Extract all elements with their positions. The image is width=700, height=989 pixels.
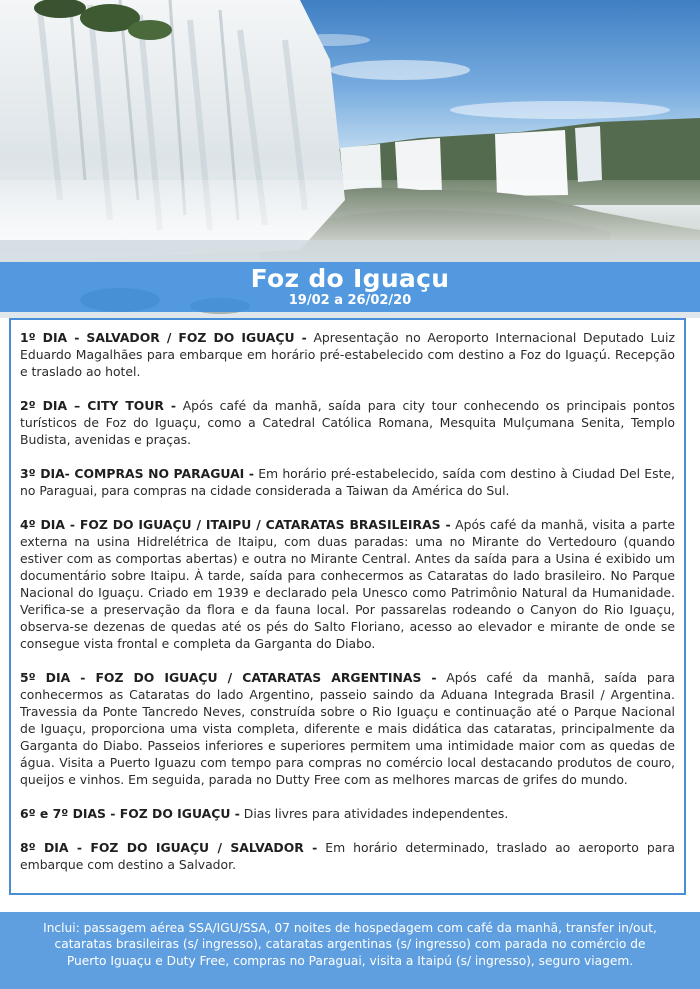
day-description: Após café da manhã, visita a parte externa na usina Hidrelétrica de Itaipu, com duas paradas: uma no Mirante do Vertedouro (quando estiver com as comportas abertas) e outra no Mirante Central. Antes da saída para a Usina é exibido um documentário sobre Itaipu. À tarde, saída para conhecermos as Cataratas do lado brasileiro. No Parque Nacional do Iguaçu. Criado em 1939 e declarado pela Unesco como Patrimônio Natural da Humanidade. Verifica-se a preservação da flora e da fauna local. Por passarelas rodeando o Canyon do Rio Iguaçu, observa-se dezenas de quedas até os pés do Salto Floriano, acesso ao elevador e mirante de onde se consegue vista frontal e completa da Garganta do Diabo. (20, 517, 675, 651)
itinerary-day-2 (20, 397, 675, 448)
day-title: 8º DIA - FOZ DO IGUAÇU / SALVADOR - (20, 840, 318, 855)
itinerary-day-3 (20, 465, 675, 499)
includes-footer (0, 912, 700, 989)
day-description: Em horário pré-estabelecido, saída com destino à Ciudad Del Este, no Paraguai, para compras na cidade considerada a Taiwan da América do Sul. (20, 466, 675, 498)
day-title: 2º DIA – CITY TOUR - (20, 398, 177, 413)
day-description: Após café da manhã, saída para city tour conhecendo os principais pontos turísticos de Foz do Iguaçu, como a Catedral Católica Romana, Mesquita Mulçumana Senita, Templo Budista, avenidas e praças. (20, 398, 675, 447)
day-description: Apresentação no Aeroporto Internacional Deputado Luiz Eduardo Magalhães para embarque em horário pré-estabelecido com destino a Foz do Iguaçú. Recepção e traslado ao hotel. (20, 330, 675, 379)
itinerary-day-8 (20, 839, 675, 873)
day-title: 5º DIA - FOZ DO IGUAÇU / CATARATAS ARGENTINAS - (20, 670, 437, 685)
day-description: Após café da manhã, saída para conhecermos as Cataratas do lado Argentino, passeio saindo da Aduana Integrada Brasil / Argentina. Travessia da Ponte Tancredo Neves, construída sobre o Rio Iguaçu e continuação até o Parque Nacional de Iguaçu, proporciona uma vista completa, diferente e mais didática das cataratas, principalmente da Garganta do Diabo. Passeios inferiores e superiores permitem uma intimidade maior com as quedas de água. Visita a Puerto Iguazu com tempo para compras no comércio local destacando produtos de couro, queijos e vinhos. Em seguida, parada no Dutty Free com as melhores marcas de grifes do mundo. (20, 670, 675, 787)
day-title: 3º DIA- COMPRAS NO PARAGUAI - (20, 466, 254, 481)
day-description: Em horário determinado, traslado ao aeroporto para embarque com destino a Salvador. (20, 840, 675, 872)
title-band (0, 262, 700, 312)
day-title: 6º e 7º DIAS - FOZ DO IGUAÇU - (20, 806, 240, 821)
includes-text: Inclui: passagem aérea SSA/IGU/SSA, 07 noites de hospedagem com café da manhã, transfer in/out, cataratas brasileiras (s/ ingresso), cataratas argentinas (s/ ingresso) com parada no comércio de Puerto Iguaçu e Duty Free, compras no Paraguai, visita a Itaipú (s/ ingresso), seguro viagem. (43, 921, 657, 968)
day-title: 4º DIA - FOZ DO IGUAÇU / ITAIPU / CATARATAS BRASILEIRAS - (20, 517, 451, 532)
day-title: 1º DIA - SALVADOR / FOZ DO IGUAÇU - (20, 330, 307, 345)
page-title: Foz do Iguaçu (250, 264, 450, 293)
day-description: Dias livres para atividades independentes. (243, 806, 509, 821)
itinerary-day-6-7 (20, 805, 675, 822)
itinerary-box (9, 318, 686, 895)
trip-dates: 19/02 a 26/02/20 (288, 293, 412, 308)
itinerary-day-1 (20, 329, 675, 380)
itinerary-day-4 (20, 516, 675, 652)
itinerary-day-5 (20, 669, 675, 788)
